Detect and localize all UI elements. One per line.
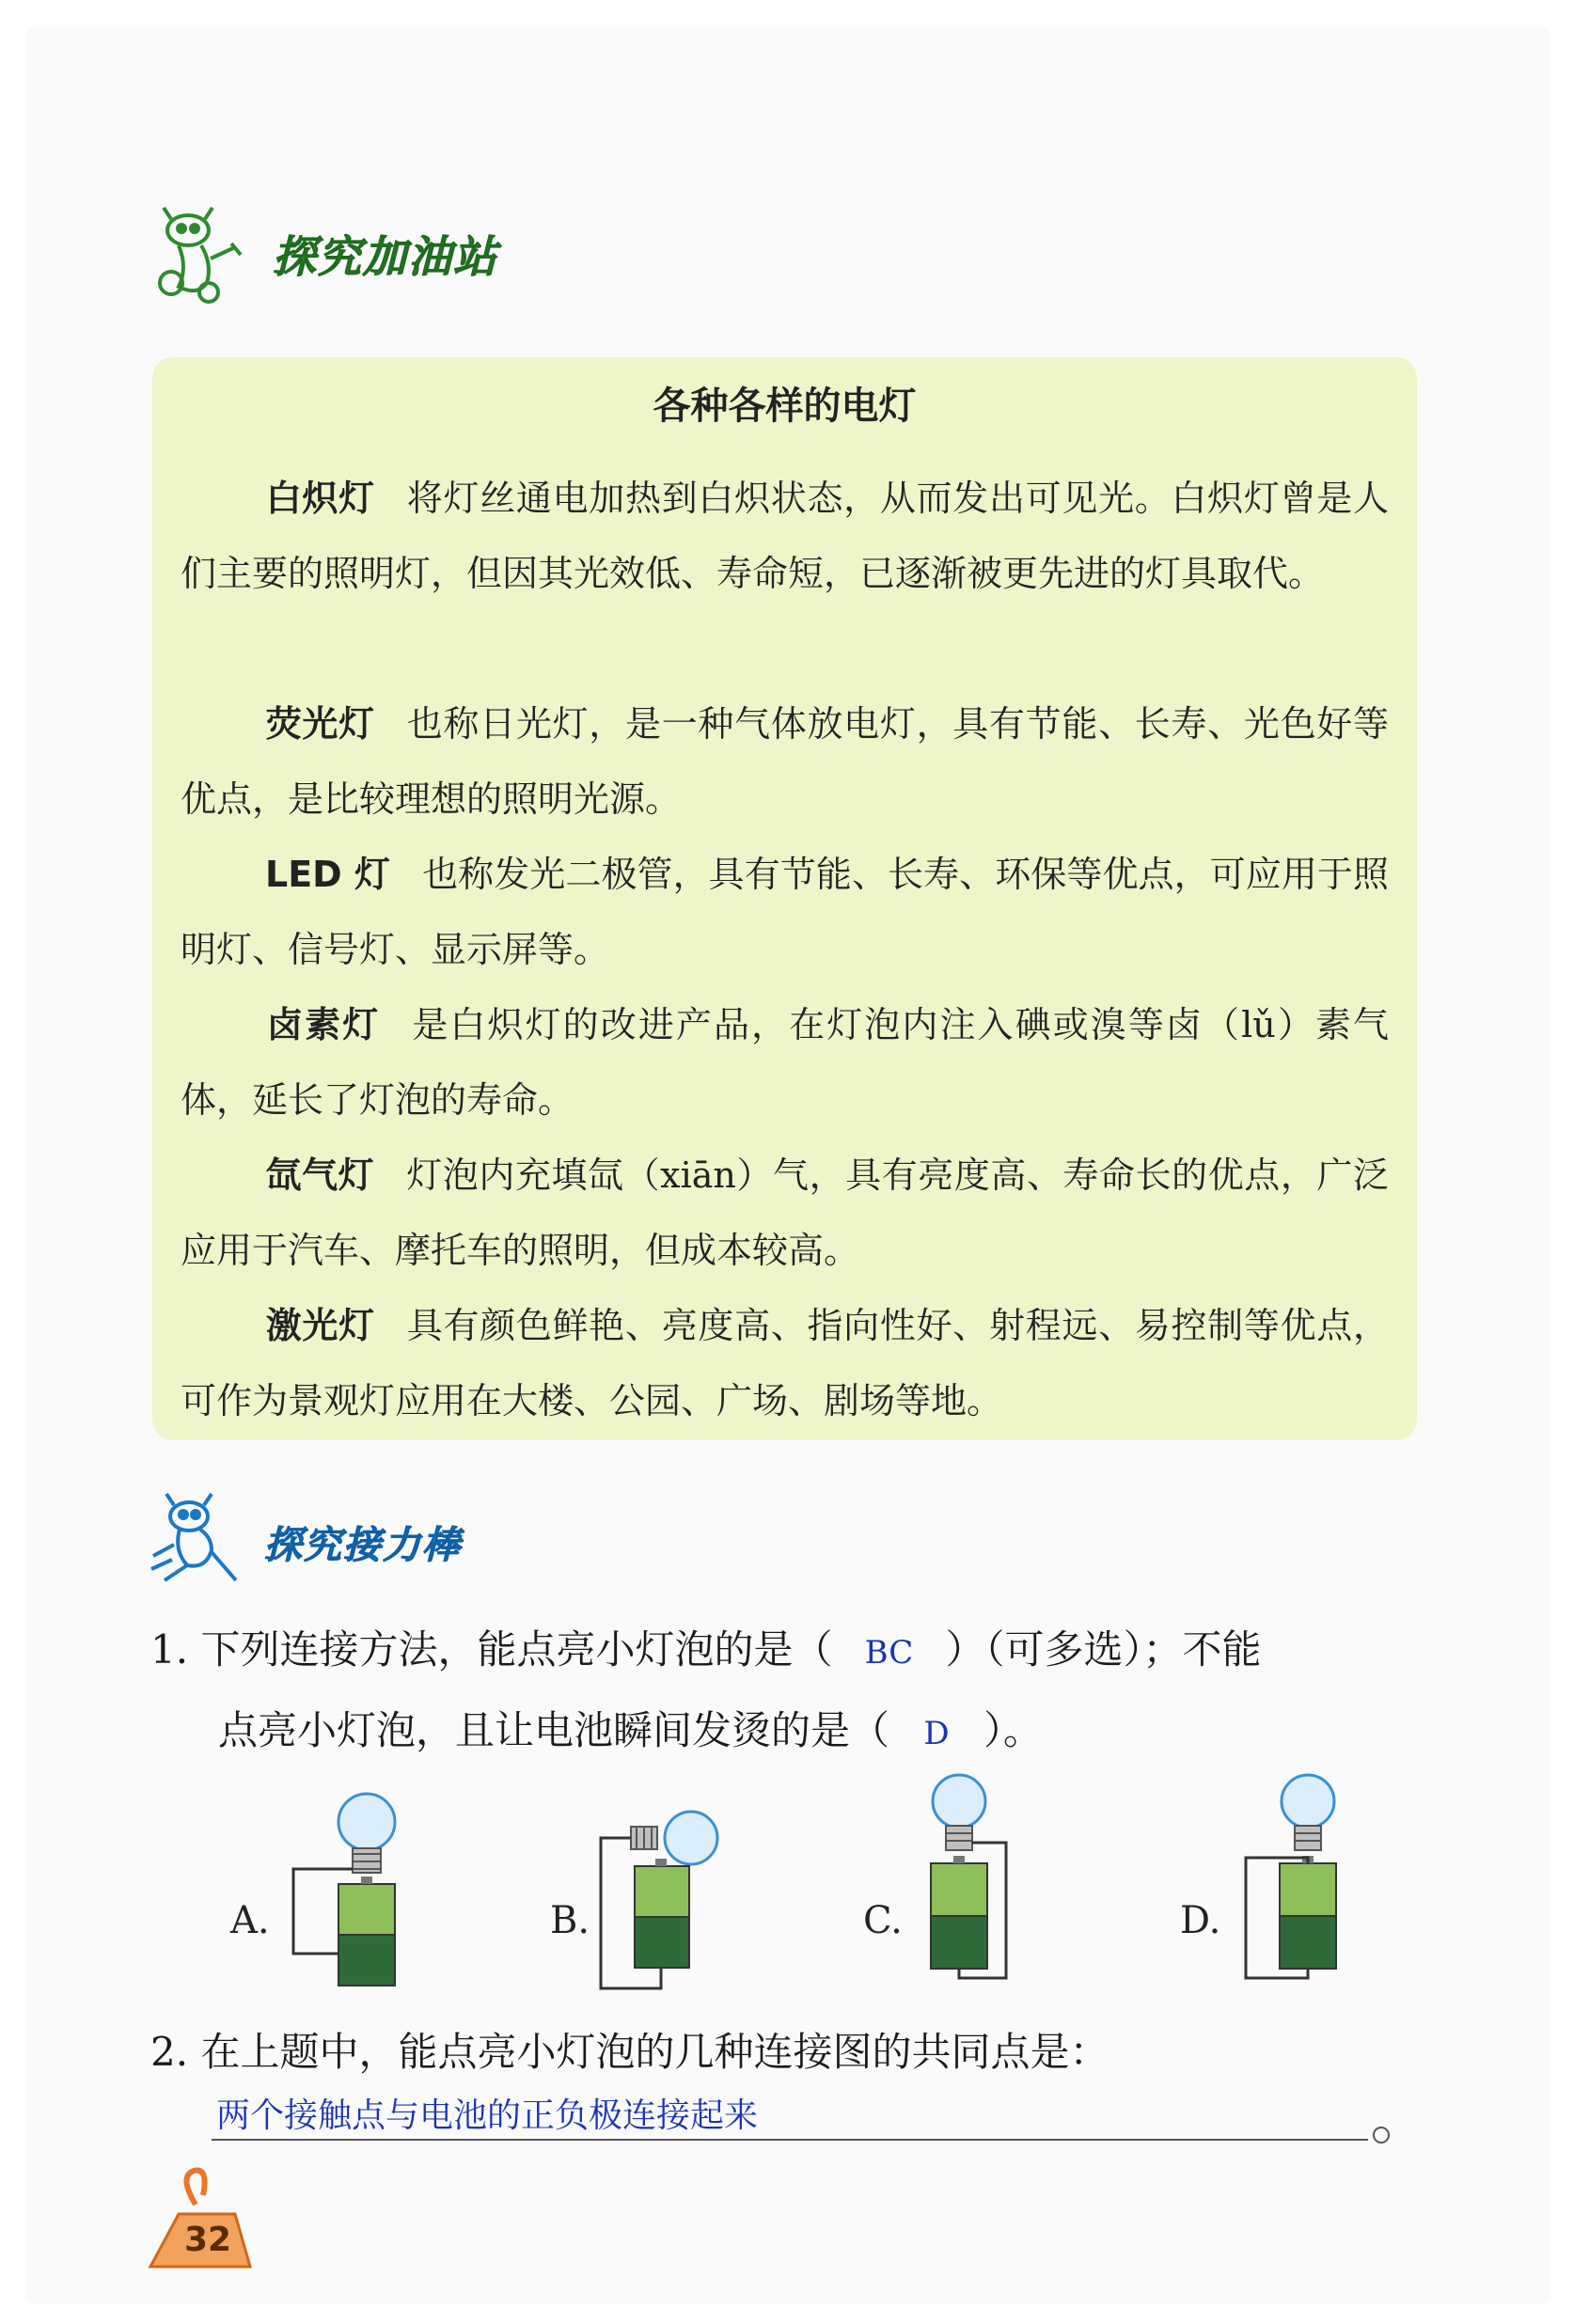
term-text: 也称发光二极管，具有节能、长寿、环保等优点，可应用于照明灯、信号灯、显示屏等。 <box>181 854 1389 970</box>
question-text: ）（可多选）；不能 <box>945 1626 1262 1672</box>
term-label: LED 灯 <box>265 854 391 895</box>
term-text: 灯泡内充填氙（xiān）气，具有亮度高、寿命长的优点，广泛应用于汽车、摩托车的照明，但成本较高。 <box>181 1154 1389 1271</box>
paragraph-halogen <box>181 987 1389 1138</box>
section-title: 探究接力棒 <box>264 1523 462 1567</box>
option-label-d: D. <box>1180 1899 1221 1942</box>
paragraph-xenon <box>181 1138 1389 1288</box>
answer-blank-2[interactable]: D <box>923 1715 950 1752</box>
circuit-diagram-b <box>597 1800 747 2002</box>
term-label: 氙气灯 <box>265 1154 375 1196</box>
circuit-diagram-a <box>282 1786 423 2002</box>
question-number: 1. <box>150 1626 189 1672</box>
question-number: 2. <box>150 2029 189 2075</box>
paragraph-led <box>181 837 1389 987</box>
option-label-b: B. <box>550 1899 590 1942</box>
paragraph-incandescent <box>181 461 1389 611</box>
question-text: ）。 <box>983 1707 1044 1753</box>
page-number: 32 <box>184 2221 232 2259</box>
section-title: 探究加油站 <box>273 231 498 282</box>
question-2 <box>150 2012 1109 2093</box>
paragraph-fluorescent <box>181 686 1389 837</box>
line-end-mark <box>1373 2127 1390 2143</box>
question-text: 在上题中，能点亮小灯泡的几种连接图的共同点是： <box>200 2029 1109 2075</box>
section-header-relay <box>146 1490 462 1594</box>
question-text: 点亮小灯泡，且让电池瞬间发烫的是（ <box>218 1707 890 1753</box>
info-box <box>152 357 1417 1440</box>
term-text: 具有颜色鲜艳、亮度高、指向性好、射程远、易控制等优点，可作为景观灯应用在大楼、公园、广场、剧场等地。 <box>181 1305 1389 1421</box>
circuit-diagram-d <box>1236 1767 1368 2002</box>
term-text: 是白炽灯的改进产品，在灯泡内注入碘或溴等卤（lǔ）素气体，延长了灯泡的寿命。 <box>181 1004 1389 1121</box>
circuit-diagram-c <box>912 1767 1034 2002</box>
term-label: 卤素灯 <box>265 1004 381 1045</box>
question-1-line-2 <box>218 1690 1043 1774</box>
question-1-line-1 <box>150 1610 1261 1693</box>
info-box-title: 各种各样的电灯 <box>653 385 917 428</box>
answer-blank-1[interactable]: BC <box>864 1634 914 1672</box>
answer-text-q2[interactable]: 两个接触点与电池的正负极连接起来 <box>216 2096 759 2135</box>
term-label: 激光灯 <box>265 1305 375 1346</box>
question-text: 下列连接方法，能点亮小灯泡的是（ <box>200 1626 833 1672</box>
answer-line <box>212 2139 1368 2141</box>
term-label: 白炽灯 <box>265 478 375 519</box>
cow-mascot-icon <box>150 202 254 306</box>
paragraph-laser <box>181 1288 1389 1438</box>
cow-relay-mascot-icon <box>146 1490 249 1594</box>
option-label-c: C. <box>863 1899 903 1942</box>
term-label: 荧光灯 <box>265 703 375 745</box>
section-header-explore-station <box>150 202 498 306</box>
option-label-a: A. <box>230 1899 270 1942</box>
term-text: 将灯丝通电加热到白炽状态，从而发出可见光。白炽灯曾是人们主要的照明灯，但因其光效低、寿命短，已逐渐被更先进的灯具取代。 <box>181 478 1389 594</box>
term-text: 也称日光灯，是一种气体放电灯，具有节能、长寿、光色好等优点，是比较理想的照明光源。 <box>181 703 1389 820</box>
